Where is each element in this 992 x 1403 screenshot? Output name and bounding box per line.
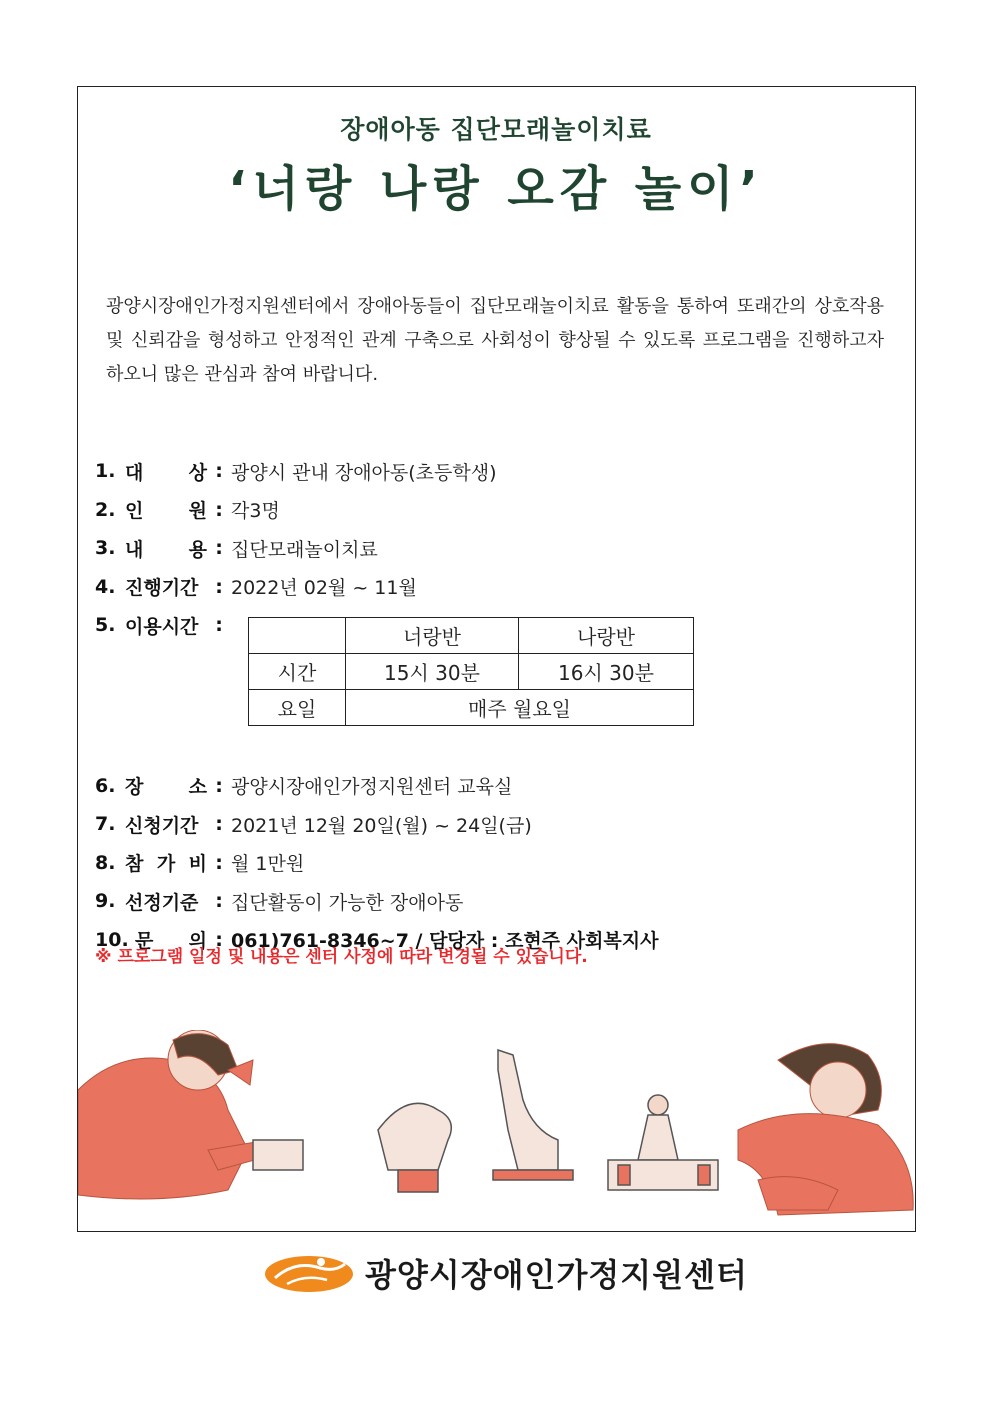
item-number: 6.	[95, 774, 116, 797]
item-value: 광양시 관내 장애아동(초등학생)	[231, 461, 497, 484]
org-name: 광양시장애인가정지원센터	[365, 1256, 748, 1294]
schedule-day-value: 매주 월요일	[346, 690, 694, 726]
poster-title: ‘너랑 나랑 오감 놀이’	[228, 161, 764, 217]
item-value: 월 1만원	[231, 853, 305, 876]
schedule-corner-cell	[249, 618, 346, 654]
notice-text: ※ 프로그램 일정 및 내용은 센터 사정에 따라 변경될 수 있습니다.	[95, 947, 588, 967]
item-label: 내 용	[125, 538, 207, 561]
item-number: 3.	[95, 537, 116, 560]
item-label: 참 가 비	[125, 853, 207, 876]
intro-paragraph: 광양시장애인가정지원센터에서 장애아동들이 집단모래놀이치료 활동을 통하여 또래간의 상호작용 및 신뢰감을 형성하고 안정적인 관계 구축으로 사회성이 향상될 수 있도록 프로그램을 진행하고자 하오니 많은 관심과 참여 바랍니다.	[106, 296, 884, 385]
poster-subtitle: 장애아동 집단모래놀이치료	[340, 115, 652, 144]
info-item-place	[95, 767, 895, 806]
item-number: 4.	[95, 575, 116, 598]
item-colon: :	[215, 537, 223, 560]
info-item-fee	[95, 844, 895, 883]
item-colon: :	[215, 774, 223, 797]
item-value: 광양시장애인가정지원센터 교육실	[231, 776, 513, 799]
info-item-count	[95, 491, 895, 530]
item-label: 선정기준	[125, 891, 199, 914]
item-colon: :	[215, 890, 223, 913]
item-number: 9.	[95, 890, 116, 913]
schedule-time-class2: 16시 30분	[519, 654, 694, 690]
item-label: 신청기간	[125, 814, 199, 837]
item-colon: :	[215, 460, 223, 483]
item-value: 각3명	[231, 500, 280, 523]
org-logo-icon	[265, 1250, 357, 1296]
info-item-apply-period	[95, 805, 895, 844]
item-label: 이용시간	[125, 615, 199, 638]
item-colon: :	[215, 813, 223, 836]
schedule-row-label-time: 시간	[249, 654, 346, 690]
item-number: 10.	[95, 928, 129, 951]
item-number: 7.	[95, 813, 116, 836]
info-item-target	[95, 452, 895, 491]
item-label: 문 의	[135, 930, 207, 953]
schedule-table	[248, 617, 694, 726]
item-value: 2021년 12월 20일(월) ~ 24일(금)	[231, 814, 532, 837]
item-value: 061)761-8346~7 / 담당자 : 조현주 사회복지사	[231, 930, 659, 953]
schedule-header-class2: 나랑반	[519, 618, 694, 654]
item-number: 8.	[95, 851, 116, 874]
item-colon: :	[215, 614, 223, 637]
item-number: 5.	[95, 614, 116, 637]
schedule-header-class1: 너랑반	[346, 618, 519, 654]
info-item-content	[95, 529, 895, 568]
item-colon: :	[215, 928, 223, 951]
org-logo	[265, 1250, 748, 1296]
item-colon: :	[215, 851, 223, 874]
item-label: 진행기간	[125, 577, 199, 600]
item-label: 장 소	[125, 776, 207, 799]
info-item-period	[95, 568, 895, 607]
item-colon: :	[215, 575, 223, 598]
item-number: 1.	[95, 460, 116, 483]
item-colon: :	[215, 498, 223, 521]
item-value: 집단모래놀이치료	[231, 538, 378, 561]
schedule-row-label-day: 요일	[249, 690, 346, 726]
item-label: 인 원	[125, 500, 207, 523]
item-number: 2.	[95, 498, 116, 521]
item-label: 대 상	[125, 461, 207, 484]
item-value: 집단활동이 가능한 장애아동	[231, 891, 464, 914]
children-playing-illustration	[78, 1030, 916, 1220]
item-value: 2022년 02월 ~ 11월	[231, 577, 417, 600]
info-item-criteria	[95, 882, 895, 921]
schedule-time-class1: 15시 30분	[346, 654, 519, 690]
